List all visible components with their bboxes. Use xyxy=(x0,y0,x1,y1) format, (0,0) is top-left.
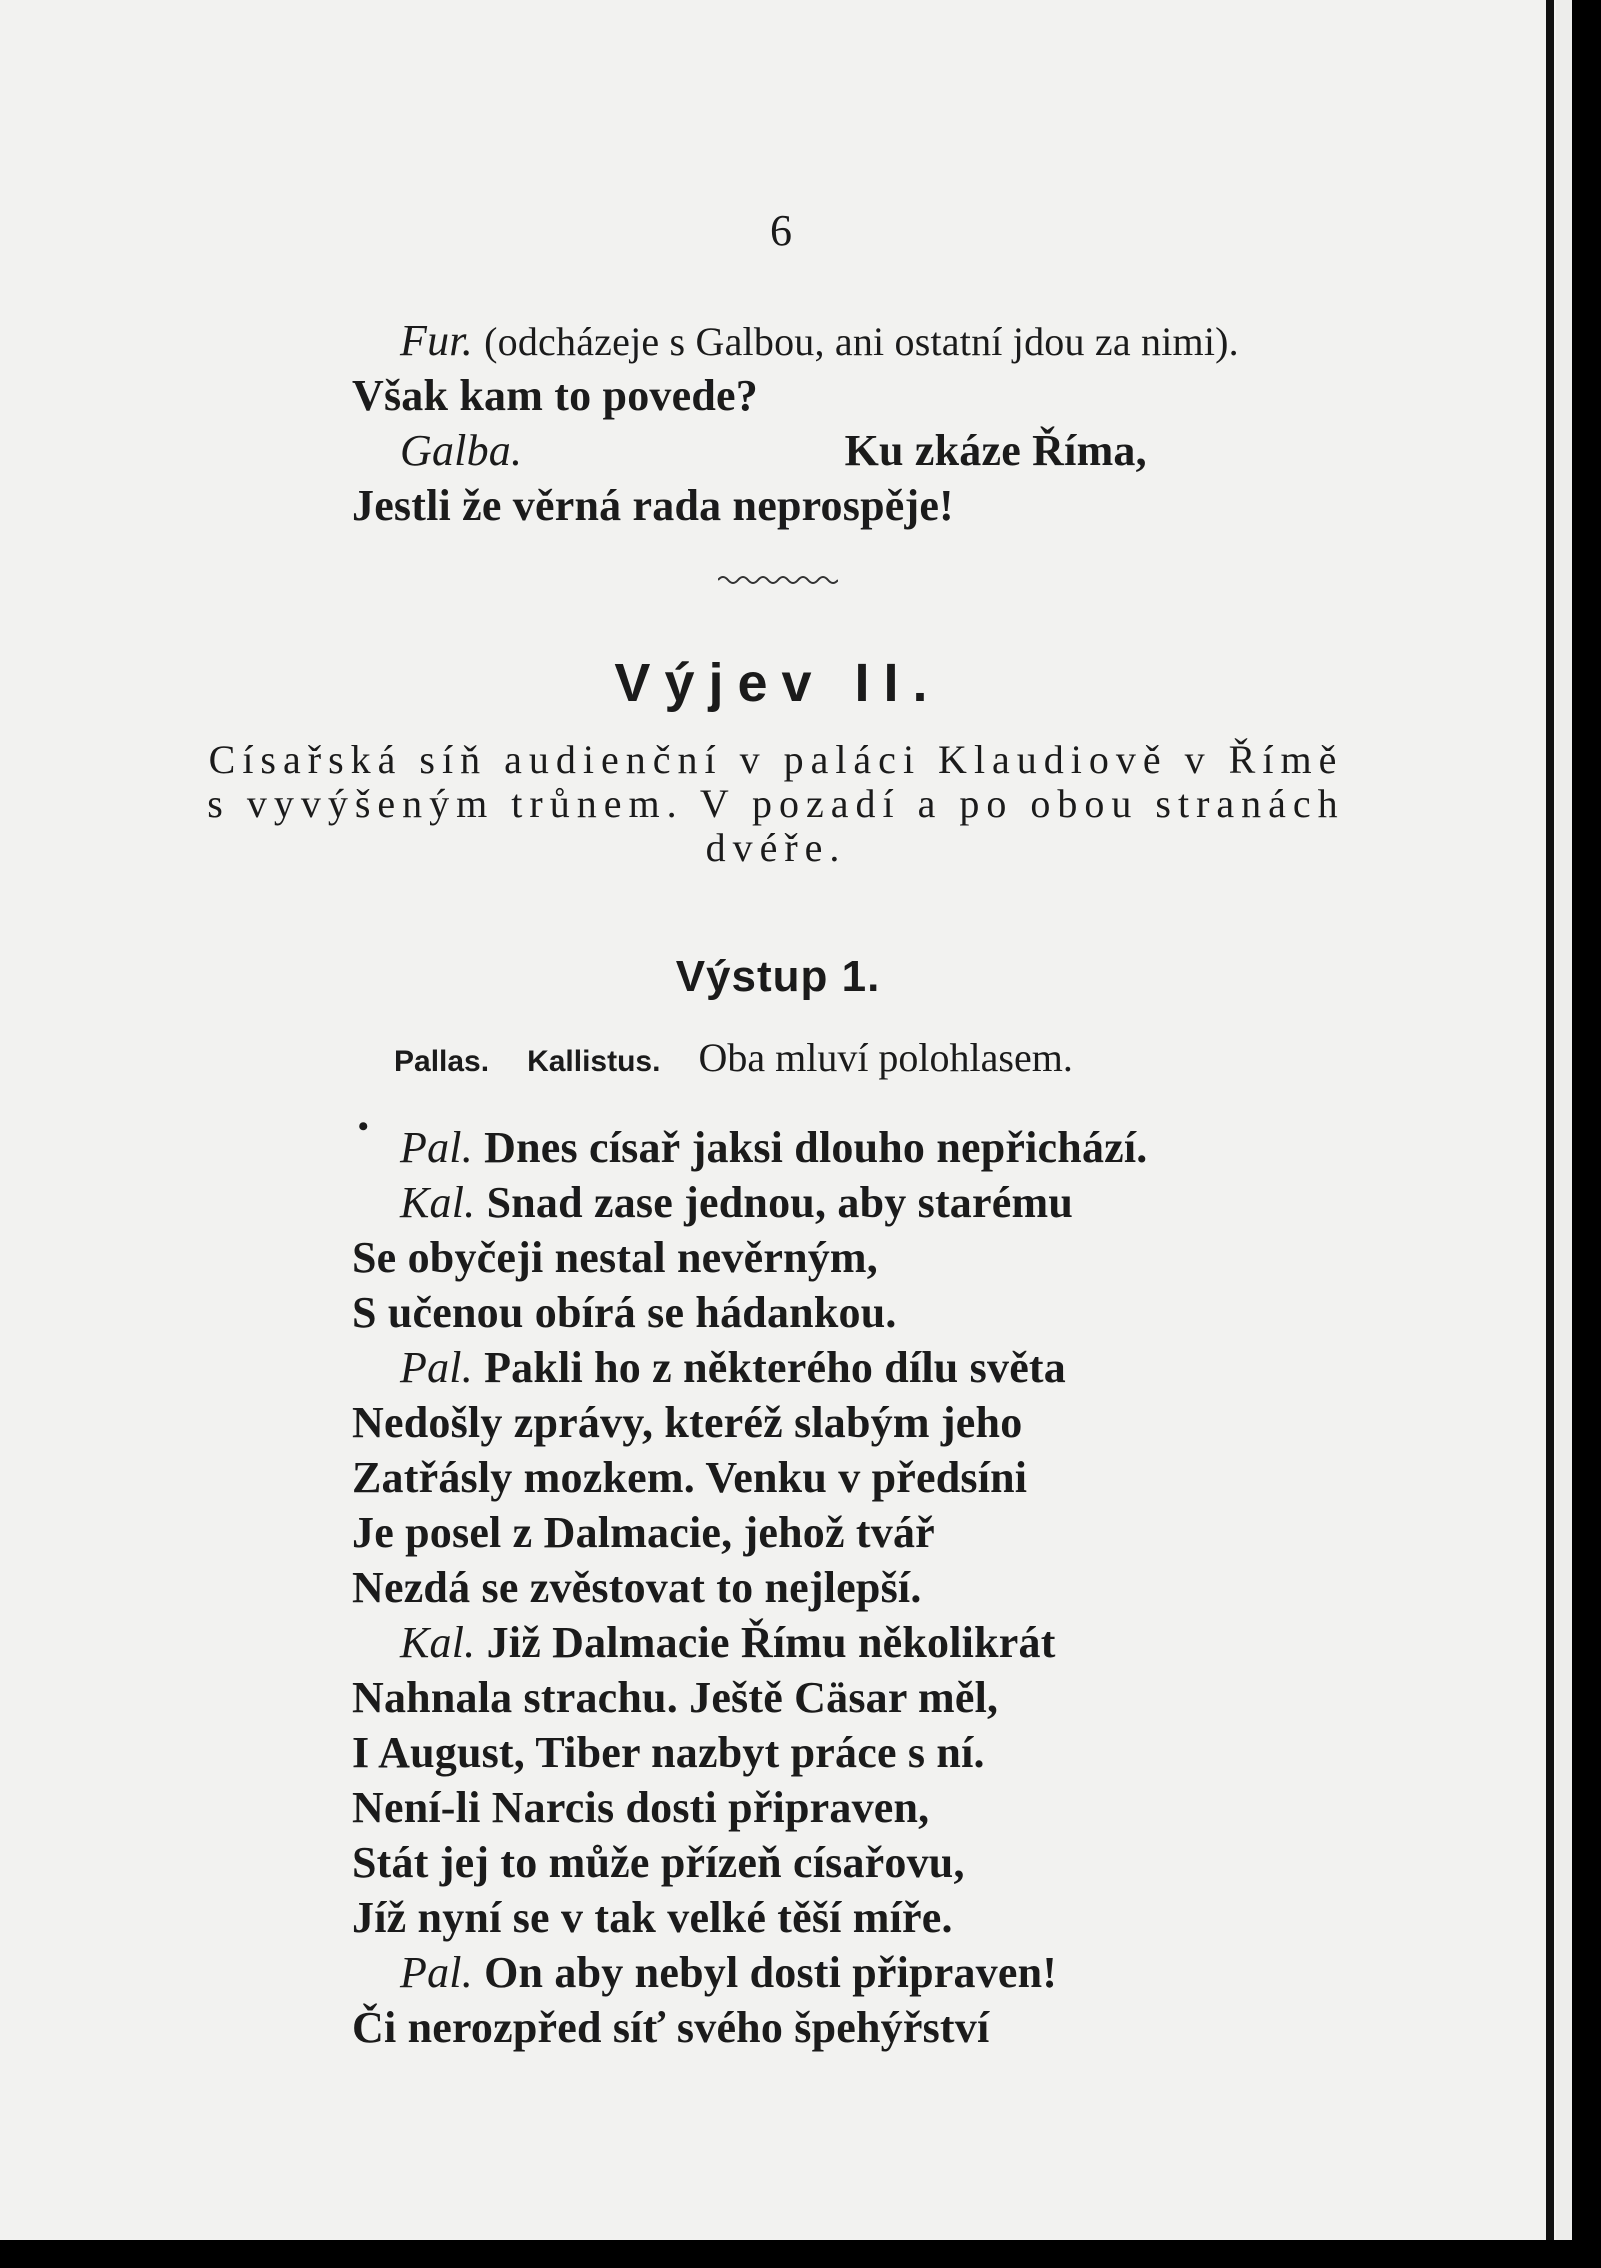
scene-description-3: dvéře. xyxy=(705,825,847,870)
speaker: Pal. xyxy=(400,1343,473,1392)
person-kallistus: Kallistus. xyxy=(527,1045,661,1078)
act-title: Výstup 1. xyxy=(675,952,881,1001)
speaker: Pal. xyxy=(400,1948,473,1997)
binding-strip xyxy=(1556,0,1572,2240)
speaker: Pal. xyxy=(400,1123,473,1172)
verse-text: On aby nebyl dosti připraven! xyxy=(484,1948,1058,1997)
intro-line-3 xyxy=(400,425,1147,476)
stage-direction: (odcházeje s Galbou, ani ostatní jdou za nimi). xyxy=(484,319,1239,364)
scene-description-2: s vyvýšeným trůnem. V pozadí a po obou stranách xyxy=(207,781,1345,826)
scan-border xyxy=(0,2240,1601,2268)
persons-line xyxy=(394,1034,1073,1081)
verse-line xyxy=(400,1947,1057,1998)
speaker-fur: Fur. xyxy=(400,316,473,365)
verse-line: S učenou obírá se hádankou. xyxy=(352,1288,897,1337)
intro-line-2: Však kam to povede? xyxy=(352,371,758,420)
verse-line xyxy=(400,1342,1066,1393)
verse-line: Jíž nyní se v tak velké těší míře. xyxy=(352,1893,953,1942)
verse-line xyxy=(400,1177,1073,1228)
intro-line-1 xyxy=(400,315,1239,366)
person-pallas: Pallas. xyxy=(394,1045,490,1078)
verse-line: Zatřásly mozkem. Venku v předsíni xyxy=(352,1453,1028,1502)
speaker: Kal. xyxy=(400,1178,476,1227)
verse-text: Snad zase jednou, aby starému xyxy=(486,1178,1073,1227)
scene-title: Výjev II. xyxy=(614,653,942,713)
verse-line: Se obyčeji nestal nevěrným, xyxy=(352,1233,878,1282)
verse-line: Nedošly zprávy, kteréž slabým jeho xyxy=(352,1398,1023,1447)
verse-line: I August, Tiber nazbyt práce s ní. xyxy=(352,1728,985,1777)
verse-line: Není-li Narcis dosti připraven, xyxy=(352,1783,930,1832)
verse-text: Pakli ho z některého dílu světa xyxy=(484,1343,1066,1392)
verse-text: Již Dalmacie Římu několikrát xyxy=(486,1618,1056,1667)
verse-line: Nahnala strachu. Ještě Cäsar měl, xyxy=(352,1673,999,1722)
verse-line: Stát jej to může přízeň císařovu, xyxy=(352,1838,965,1887)
speaker-galba: Galba. xyxy=(400,426,523,475)
speaker: Kal. xyxy=(400,1618,476,1667)
ornament-divider xyxy=(718,572,838,588)
intro-line-4: Jestli že věrná rada neprospěje! xyxy=(352,481,954,530)
scene-description-1: Císařská síň audienční v paláci Klaudiově v Římě xyxy=(208,737,1344,782)
verse-line: Či nerozpřed síť svého špehýřství xyxy=(352,2003,990,2052)
verse-line: Je posel z Dalmacie, jehož tvář xyxy=(352,1508,935,1557)
verse-line xyxy=(400,1122,1148,1173)
persons-direction: Oba mluví polohlasem. xyxy=(698,1035,1073,1080)
galba-line: Ku zkáze Říma, xyxy=(844,426,1147,475)
margin-mark: • xyxy=(358,1110,369,1143)
verse-line xyxy=(400,1617,1056,1668)
verse-line: Nezdá se zvěstovat to nejlepší. xyxy=(352,1563,922,1612)
page-edge-shadow xyxy=(1546,0,1554,2240)
verse-text: Dnes císař jaksi dlouho nepřichází. xyxy=(484,1123,1148,1172)
page-number: 6 xyxy=(770,206,792,255)
